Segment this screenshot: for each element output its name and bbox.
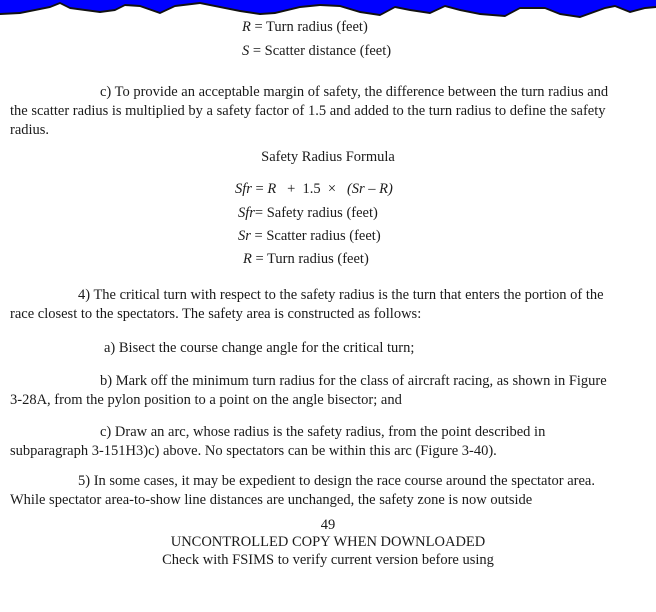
formula-equation [235,180,393,198]
definition-text: = Safety radius (feet) [254,205,378,221]
fsims-instruction: Check with FSIMS to verify current version before using [162,552,494,568]
paragraph-5-spectator-area: 5) In some cases, it may be expedient to design the race course around the spectator area. While spectator area-to-show line distances are unchanged, the safety zone is now outside [10,473,595,508]
formula-def-sr [238,227,381,245]
definition-text: = Turn radius (feet) [251,251,369,267]
definition-text: = Scatter radius (feet) [250,228,381,244]
definition-turn-radius [242,18,368,36]
definition-scatter-distance [242,42,391,60]
formula-paren: (Sr – R) [346,181,393,197]
uncontrolled-copy-notice: UNCONTROLLED COPY WHEN DOWNLOADED [170,534,486,550]
formula-title: Safety Radius Formula [261,149,395,165]
paragraph-c-safety-margin: c) To provide an acceptable margin of safety, the difference between the turn radius and the scatter radius is multiplied by a safety factor of 1.5 and added to the turn radius to define the safety radius. [10,84,609,138]
step-a-bisect: a) Bisect the course change angle for the critical turn; [104,340,415,356]
step-c-draw-arc: c) Draw an arc, whose radius is the safety radius, from the point described in subparagraph 3-151H3)c) above. No spectators can be within this arc (Figure 3-40). [10,424,546,459]
formula-def-r [243,250,369,268]
formula-operator: + 1.5 × [279,181,344,197]
symbol-sr: Sr [238,228,251,244]
page-number: 49 [320,517,336,533]
definition-text: = Turn radius (feet) [254,19,368,35]
formula-def-sfr [238,204,378,222]
step-b-mark-radius: b) Mark off the minimum turn radius for the class of aircraft racing, as shown in Figure 3-28A, from the pylon position to a point on the angle bisector; and [10,373,607,408]
formula-equals: = [255,181,268,197]
definition-text: = Scatter distance (feet) [252,43,392,59]
formula-lhs: Sfr [235,181,252,197]
symbol-sfr: Sfr [238,205,255,221]
paragraph-4-critical-turn: 4) The critical turn with respect to the safety radius is the turn that enters the portion of the race closest to the spectators. The safety area is constructed as follows: [10,287,604,322]
symbol-s: S [242,43,250,59]
symbol-r: R [242,19,251,35]
symbol-r: R [243,251,252,267]
formula-r: R [267,181,277,197]
